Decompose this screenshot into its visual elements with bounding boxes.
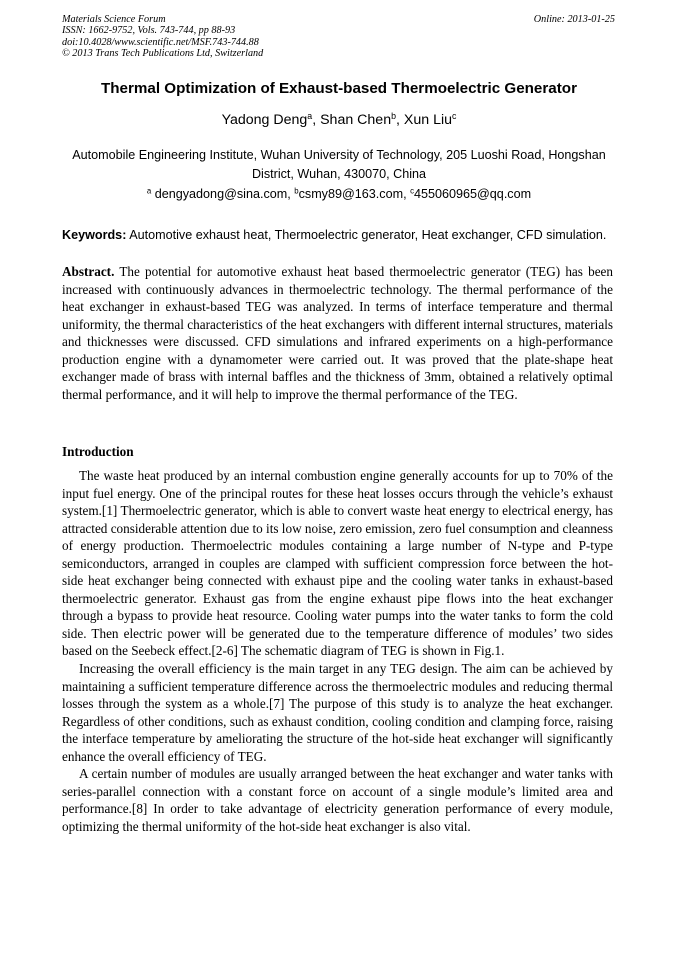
keywords-label: Keywords: [62,228,127,242]
paragraph: A certain number of modules are usually arranged between the heat exchanger and water tanks with series-parallel connection with a constant force on account of a single module’s limited area and performance.[8] In order to take advantage of electricity generation performance of every module, optimizing the thermal uniformity of the hot-side heat exchanger is also vital. [62,766,613,834]
abstract-label: Abstract. [62,264,115,279]
keywords-text: Automotive exhaust heat, Thermoelectric generator, Heat exchanger, CFD simulation. [129,228,607,242]
introduction-body [62,467,613,835]
abstract-text: The potential for automotive exhaust heat based thermoelectric generator (TEG) has been increased with continuously advances in thermoelectric technology. The thermal performance of the heat exchanger in exhaust-based TEG was analyzed. In terms of interface temperature and thermal uniformity, the thermal characteristics of the heat exchangers with different internal structures, materials and thicknesses were discussed. CFD simulations and infrared experiments on a high-performance production engine with a dynamometer were carried out. It was proved that the plate-shape heat exchanger made of brass with internal baffles and the thickness of 3mm, obtained a relatively optimal thermal performance, and it will help to improve the thermal performance of the TEG. [62,264,613,402]
publication-header [62,14,263,60]
affiliation: Automobile Engineering Institute, Wuhan University of Technology, 205 Luoshi Road, Hongshan District, Wuhan, 430070, China [72,148,606,181]
online-date: Online: 2013-01-25 [533,14,615,25]
section-heading-introduction: Introduction [62,444,134,459]
paragraph: The waste heat produced by an internal combustion engine generally accounts for up to 70% of the input fuel energy. One of the principal routes for these heat losses occurs through the vehicle’s exhaust system.[1] Thermoelectric generator, which is able to convert waste heat energy to electrical energy, has attracted considerable attention due to its low noise, zero emission, zero fuel consumption and cleanness of energy production. Thermoelectric modules containing a large number of N-type and P-type semiconductors, arranged in couples are clamped with sufficient compression force between the hot-side heat exchanger being connected with exhaust pipe and the cooling water tanks in exhaust-based thermoelectric generator. Exhaust gas from the engine exhaust pipe flows into the heat exchanger through a bypass to provide heat resource. Cooling water pumps into the water tanks to form the cold side. Then electric power will be generated due to the temperature difference of modules’ two sides based on the Seebeck effect.[2-6] The schematic diagram of TEG is shown in Fig.1. [62,468,613,659]
author: Yadong Deng$^a$, [221,111,321,128]
paper-title: Thermal Optimization of Exhaust-based Thermoelectric Generator [101,80,577,97]
keywords [62,228,606,242]
paragraph: Increasing the overall efficiency is the main target in any TEG design. The aim can be achieved by maintaining a sufficient temperature difference across the thermoelectric modules and reducing thermal losses through the system as a whole.[7] The purpose of this study is to analyze the heat exchanger. Regardless of other conditions, such as exhaust condition, cooling condition and clamping force, raising the interface temperature by ameliorating the structure of the hot-side heat exchanger will significantly enhance the overall efficiency of TEG. [62,661,613,764]
copyright-line: © 2013 Trans Tech Publications Ltd, Switzerland [62,48,264,60]
email: $^a$ dengyadong@sina.com, [146,186,295,201]
journal-name: Materials Science Forum [62,14,166,25]
issn-line: ISSN: 1662-9752, Vols. 743-744, pp 88-93 [62,25,236,37]
abstract [62,263,613,403]
author: Xun Liu$^c$ [403,111,457,128]
author-list [0,112,678,128]
email: $^b$csmy89@163.com, [294,186,411,201]
doi-line: doi:10.4028/www.scientific.net/MSF.743-744.88 [62,36,259,48]
author-emails [0,187,678,201]
email: $^c$455060965@qq.com [410,186,532,201]
author: Shan Chen$^b$, [320,111,404,128]
